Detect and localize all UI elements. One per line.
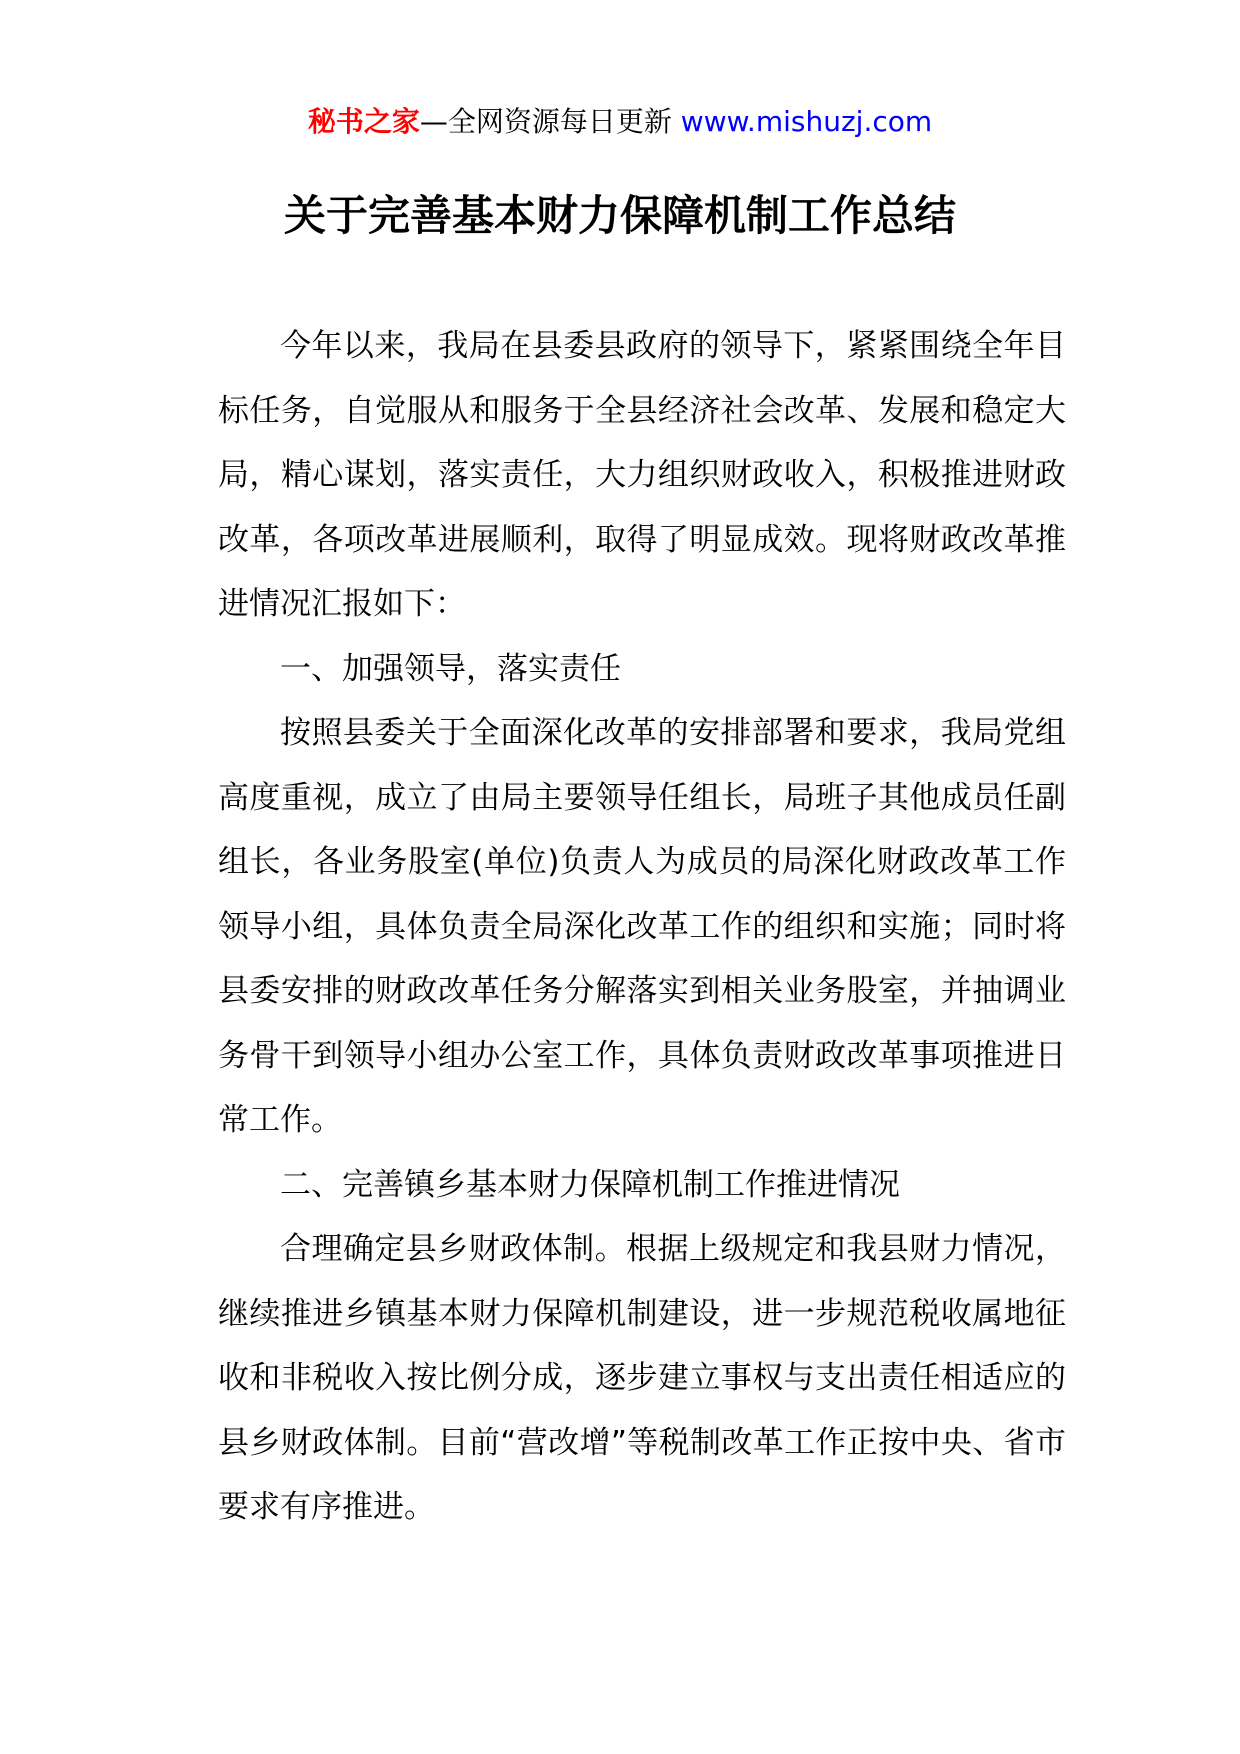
document-body (218, 314, 1066, 1540)
section-heading-1: 一、加强领导，落实责任 (280, 650, 621, 687)
site-header (0, 100, 1240, 144)
site-brand: 秘书之家 (307, 105, 420, 138)
section-1-paragraph: 按照县委关于全面深化改革的安排部署和要求，我局党组高度重视，成立了由局主要领导任组长，局班子其他成员任副组长，各业务股室(单位)负责人为成员的局深化财政改革工作领导小组，具体负责全局深化改革工作的组织和实施；同时将县委安排的财政改革任务分解落实到相关业务股室，并抽调业务骨干到领导小组办公室工作，具体负责财政改革事项推进日常工作。 (218, 715, 1066, 1138)
section-heading-2: 二、完善镇乡基本财力保障机制工作推进情况 (280, 1166, 900, 1203)
section-2-paragraph: 合理确定县乡财政体制。根据上级规定和我县财力情况，继续推进乡镇基本财力保障机制建设，进一步规范税收属地征收和非税收入按比例分成，逐步建立事权与支出责任相适应的县乡财政体制。目前“营改增”等税制改革工作正按中央、省市要求有序推进。 (218, 1231, 1066, 1525)
site-url-link[interactable]: www.mishuzj.com (680, 105, 933, 138)
site-tagline: —全网资源每日更新 (419, 105, 672, 138)
intro-paragraph: 今年以来，我局在县委县政府的领导下，紧紧围绕全年目标任务，自觉服从和服务于全县经济社会改革、发展和稳定大局，精心谋划，落实责任，大力组织财政收入，积极推进财政改革，各项改革进展顺利，取得了明显成效。现将财政改革推进情况汇报如下： (218, 328, 1066, 622)
document-title: 关于完善基本财力保障机制工作总结 (283, 191, 956, 240)
